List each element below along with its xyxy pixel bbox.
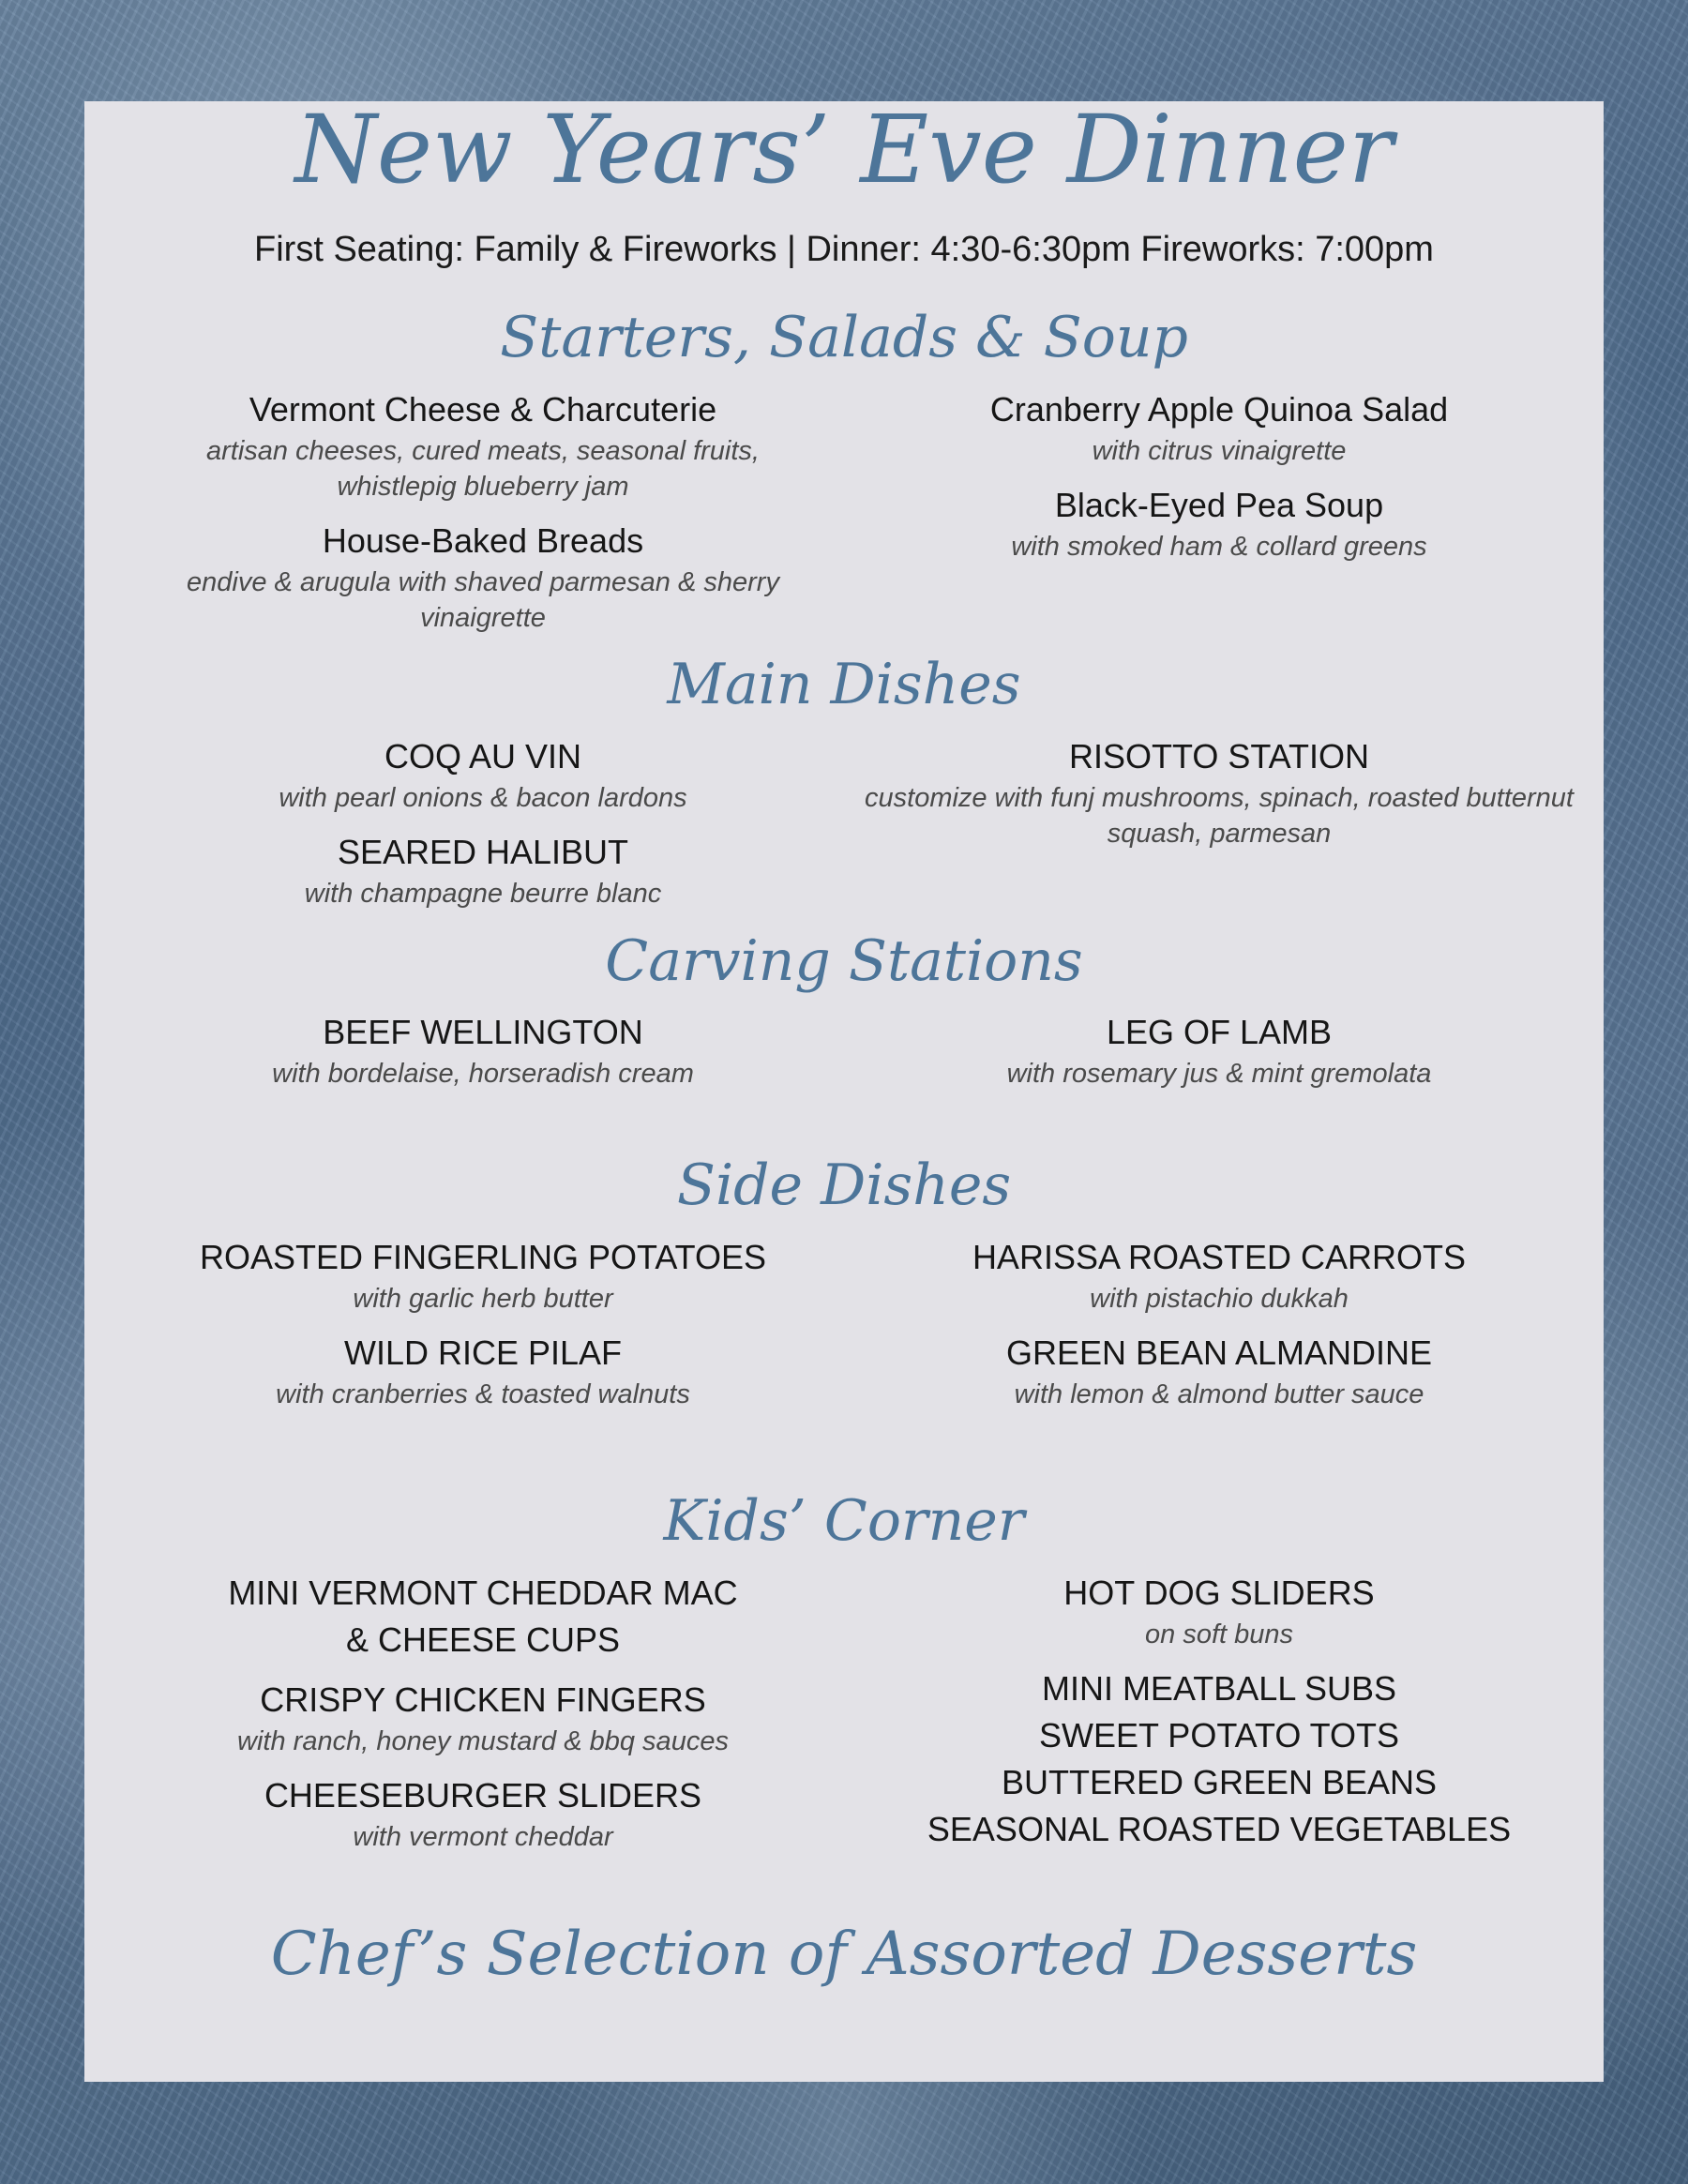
menu-item xyxy=(131,1677,835,1759)
seating-info: First Seating: Family & Fireworks | Dinner: 4:30-6:30pm Fireworks: 7:00pm xyxy=(254,230,1434,269)
item-description: with ranch, honey mustard & bbq sauces xyxy=(237,1726,729,1756)
item-description: with citrus vinaigrette xyxy=(1092,436,1347,466)
item-name: ROASTED FINGERLING POTATOES xyxy=(199,1238,767,1276)
item-name: CRISPY CHICKEN FINGERS xyxy=(260,1680,706,1719)
main-right-column xyxy=(863,733,1575,851)
item-description: with rosemary jus & mint gremolata xyxy=(1006,1059,1432,1089)
item-name: Black-Eyed Pea Soup xyxy=(1054,486,1384,524)
carving-left-column xyxy=(131,1009,835,1092)
menu-item xyxy=(863,1009,1575,1092)
item-name: COQ AU VIN xyxy=(384,737,582,776)
item-description: with pistachio dukkah xyxy=(1090,1284,1349,1314)
menu-item xyxy=(863,1806,1575,1853)
item-description: on soft buns xyxy=(1145,1619,1293,1649)
menu-item xyxy=(863,733,1575,851)
item-name: WILD RICE PILAF xyxy=(343,1333,623,1372)
kids-right-column xyxy=(863,1570,1575,1853)
item-description: with garlic herb butter xyxy=(353,1284,613,1314)
menu-title: New Years’ Eve Dinner xyxy=(294,95,1394,204)
item-name: Cranberry Apple Quinoa Salad xyxy=(989,390,1449,429)
item-name: MINI MEATBALL SUBS xyxy=(1041,1669,1397,1708)
item-description: with lemon & almond butter sauce xyxy=(1014,1379,1424,1409)
section-title-starters: Starters, Salads & Soup xyxy=(500,305,1188,370)
main-left-column xyxy=(131,733,835,911)
section-title-main: Main Dishes xyxy=(667,652,1021,717)
item-name: BEEF WELLINGTON xyxy=(323,1013,643,1051)
section-title-carving: Carving Stations xyxy=(605,928,1083,994)
item-description: with champagne beurre blanc xyxy=(304,879,662,909)
menu-item xyxy=(131,1570,835,1664)
section-title-sides: Side Dishes xyxy=(676,1152,1012,1218)
menu-item xyxy=(863,1330,1575,1412)
item-name: BUTTERED GREEN BEANS xyxy=(1001,1763,1438,1801)
menu-item xyxy=(131,518,835,636)
menu-item xyxy=(131,386,835,505)
menu-item xyxy=(863,1759,1575,1806)
item-description: with smoked ham & collard greens xyxy=(1011,532,1427,562)
item-name: GREEN BEAN ALMANDINE xyxy=(1005,1333,1433,1372)
item-description: artisan cheeses, cured meats, seasonal fruits, whistlepig blueberry jam xyxy=(206,436,760,502)
carving-right-column xyxy=(863,1009,1575,1092)
menu-item xyxy=(131,1234,835,1317)
item-description: endive & arugula with shaved parmesan & sherry vinaigrette xyxy=(187,567,779,633)
item-name: SEASONAL ROASTED VEGETABLES xyxy=(927,1810,1512,1848)
item-name: Vermont Cheese & Charcuterie xyxy=(249,390,717,429)
menu-item xyxy=(131,1330,835,1412)
sides-left-column xyxy=(131,1234,835,1412)
menu-item xyxy=(863,1712,1575,1759)
section-title-kids: Kids’ Corner xyxy=(663,1488,1025,1554)
menu-item xyxy=(131,829,835,911)
menu-item xyxy=(863,482,1575,565)
menu-item xyxy=(131,1009,835,1092)
item-description: with cranberries & toasted walnuts xyxy=(276,1379,690,1409)
kids-left-column xyxy=(131,1570,835,1855)
menu-item xyxy=(863,1234,1575,1317)
item-name: House-Baked Breads xyxy=(322,521,644,560)
item-description: with bordelaise, horseradish cream xyxy=(272,1059,694,1089)
menu-item xyxy=(131,1772,835,1855)
item-name: RISOTTO STATION xyxy=(1068,737,1369,776)
sides-right-column xyxy=(863,1234,1575,1412)
item-name: CHEESEBURGER SLIDERS xyxy=(264,1776,702,1815)
item-name: MINI VERMONT CHEDDAR MAC & CHEESE CUPS xyxy=(228,1574,738,1659)
item-name: HOT DOG SLIDERS xyxy=(1063,1574,1375,1612)
item-description: with vermont cheddar xyxy=(353,1822,613,1852)
menu-item xyxy=(131,733,835,816)
item-name: LEG OF LAMB xyxy=(1106,1013,1333,1051)
menu-item xyxy=(863,1665,1575,1712)
menu-item xyxy=(863,1570,1575,1652)
item-name: HARISSA ROASTED CARROTS xyxy=(972,1238,1467,1276)
menu-item xyxy=(863,386,1575,469)
item-description: customize with funj mushrooms, spinach, roasted butternut squash, parmesan xyxy=(865,783,1574,849)
item-name: SWEET POTATO TOTS xyxy=(1038,1716,1400,1755)
starters-left-column xyxy=(131,386,835,636)
item-name: SEARED HALIBUT xyxy=(337,833,629,871)
desserts-footer: Chef’s Selection of Assorted Desserts xyxy=(270,1920,1418,1989)
starters-right-column xyxy=(863,386,1575,565)
item-description: with pearl onions & bacon lardons xyxy=(279,783,687,813)
